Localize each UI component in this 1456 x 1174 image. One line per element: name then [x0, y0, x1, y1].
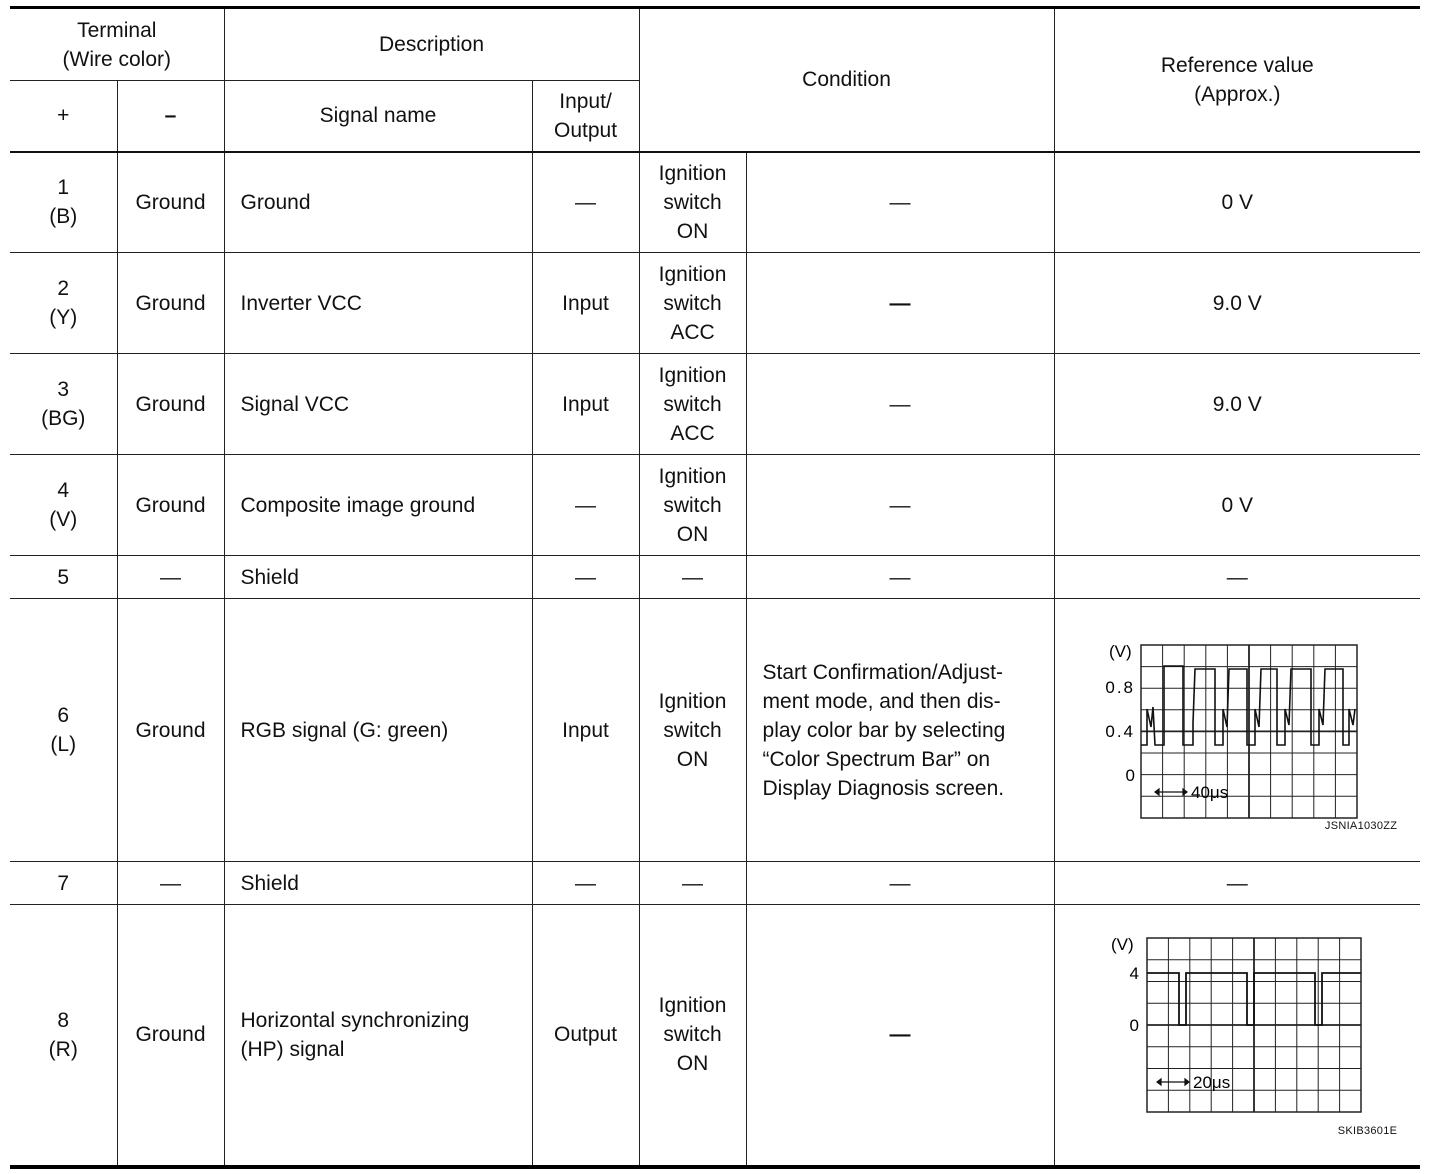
table-row [10, 599, 1420, 862]
terminal-minus: Ground [117, 905, 224, 1167]
table-row [10, 152, 1420, 253]
signal-name: Horizontal synchronizing (HP) signal [224, 905, 532, 1167]
terminal-minus: Ground [117, 152, 224, 253]
terminal-minus: Ground [117, 253, 224, 354]
header-terminal: Terminal (Wire color) [10, 8, 224, 81]
condition-switch: Ignition switch ON [639, 455, 746, 556]
rgb-time-division: 40μs [1191, 783, 1229, 802]
rgb-tick-label: 0.8 [1105, 678, 1136, 697]
rgb-time-marker [1155, 789, 1187, 795]
rgb-axis-unit: (V) [1109, 642, 1132, 661]
hp-tick-label: 0 [1129, 1015, 1140, 1035]
reference-waveform-cell [1054, 599, 1420, 862]
condition-switch: — [639, 862, 746, 905]
condition-switch: Ignition switch ON [639, 152, 746, 253]
signal-name: Shield [224, 862, 532, 905]
header-plus: + [10, 81, 117, 152]
terminal-minus: Ground [117, 599, 224, 862]
input-output: — [532, 152, 639, 253]
header-input-output: Input/ Output [532, 81, 639, 152]
table-row [10, 253, 1420, 354]
hp-waveform [1077, 924, 1397, 1146]
table-row [10, 862, 1420, 905]
input-output: Input [532, 354, 639, 455]
reference-value: — [1054, 862, 1420, 905]
terminal-plus: 2 (Y) [10, 253, 117, 354]
header-signal-name: Signal name [224, 81, 532, 152]
rgb-tick-label: 0.4 [1105, 722, 1136, 741]
table-row [10, 556, 1420, 599]
header-condition: Condition [639, 8, 1054, 152]
reference-value: 9.0 V [1054, 253, 1420, 354]
terminal-minus: Ground [117, 455, 224, 556]
terminal-plus: 7 [10, 862, 117, 905]
input-output: — [532, 862, 639, 905]
condition-detail: — [746, 455, 1054, 556]
rgb-waveform-graph [1077, 619, 1397, 841]
signal-name: RGB signal (G: green) [224, 599, 532, 862]
signal-name: Inverter VCC [224, 253, 532, 354]
table-row [10, 455, 1420, 556]
header-minus: – [117, 81, 224, 152]
condition-switch: Ignition switch ON [639, 905, 746, 1167]
condition-detail: — [746, 354, 1054, 455]
header-description: Description [224, 8, 639, 81]
reference-value: 0 V [1054, 152, 1420, 253]
signal-name: Composite image ground [224, 455, 532, 556]
terminal-minus: Ground [117, 354, 224, 455]
terminal-reference-table [10, 6, 1420, 1169]
terminal-plus: 1 (B) [10, 152, 117, 253]
condition-switch: Ignition switch ACC [639, 354, 746, 455]
terminal-plus: 6 (L) [10, 599, 117, 862]
rgb-tick-label: 0 [1125, 766, 1136, 785]
condition-detail: — [746, 152, 1054, 253]
hp-waveform-graph [1077, 924, 1397, 1146]
input-output: — [532, 455, 639, 556]
input-output: Input [532, 253, 639, 354]
reference-waveform-cell [1054, 905, 1420, 1167]
terminal-plus: 5 [10, 556, 117, 599]
condition-detail: Start Confirmation/Adjust- ment mode, and then dis- play color bar by selecting “Color Spectrum Bar” on Display Diagnosis screen. [746, 599, 1054, 862]
condition-switch: Ignition switch ON [639, 599, 746, 862]
condition-detail: — [746, 253, 1054, 354]
signal-name: Signal VCC [224, 354, 532, 455]
header-reference-value: Reference value (Approx.) [1054, 8, 1420, 152]
table-row [10, 905, 1420, 1167]
table-row [10, 354, 1420, 455]
condition-detail: — [746, 556, 1054, 599]
rgb-waveform [1077, 619, 1397, 841]
hp-tick-label: 4 [1129, 963, 1140, 983]
terminal-plus: 4 (V) [10, 455, 117, 556]
input-output: Input [532, 599, 639, 862]
hp-axis-unit: (V) [1111, 934, 1134, 954]
condition-detail: — [746, 862, 1054, 905]
reference-value: 9.0 V [1054, 354, 1420, 455]
terminal-plus: 8 (R) [10, 905, 117, 1167]
reference-value: 0 V [1054, 455, 1420, 556]
hp-time-marker [1157, 1079, 1189, 1085]
terminal-minus: — [117, 862, 224, 905]
hp-figure-id: SKIB3601E [1337, 1124, 1398, 1137]
reference-value: — [1054, 556, 1420, 599]
condition-switch: — [639, 556, 746, 599]
signal-name: Ground [224, 152, 532, 253]
input-output: — [532, 556, 639, 599]
signal-name: Shield [224, 556, 532, 599]
condition-switch: Ignition switch ACC [639, 253, 746, 354]
hp-time-division: 20μs [1193, 1072, 1231, 1092]
rgb-figure-id: JSNIA1030ZZ [1324, 820, 1398, 832]
condition-detail: — [746, 905, 1054, 1167]
terminal-plus: 3 (BG) [10, 354, 117, 455]
input-output: Output [532, 905, 639, 1167]
terminal-minus: — [117, 556, 224, 599]
